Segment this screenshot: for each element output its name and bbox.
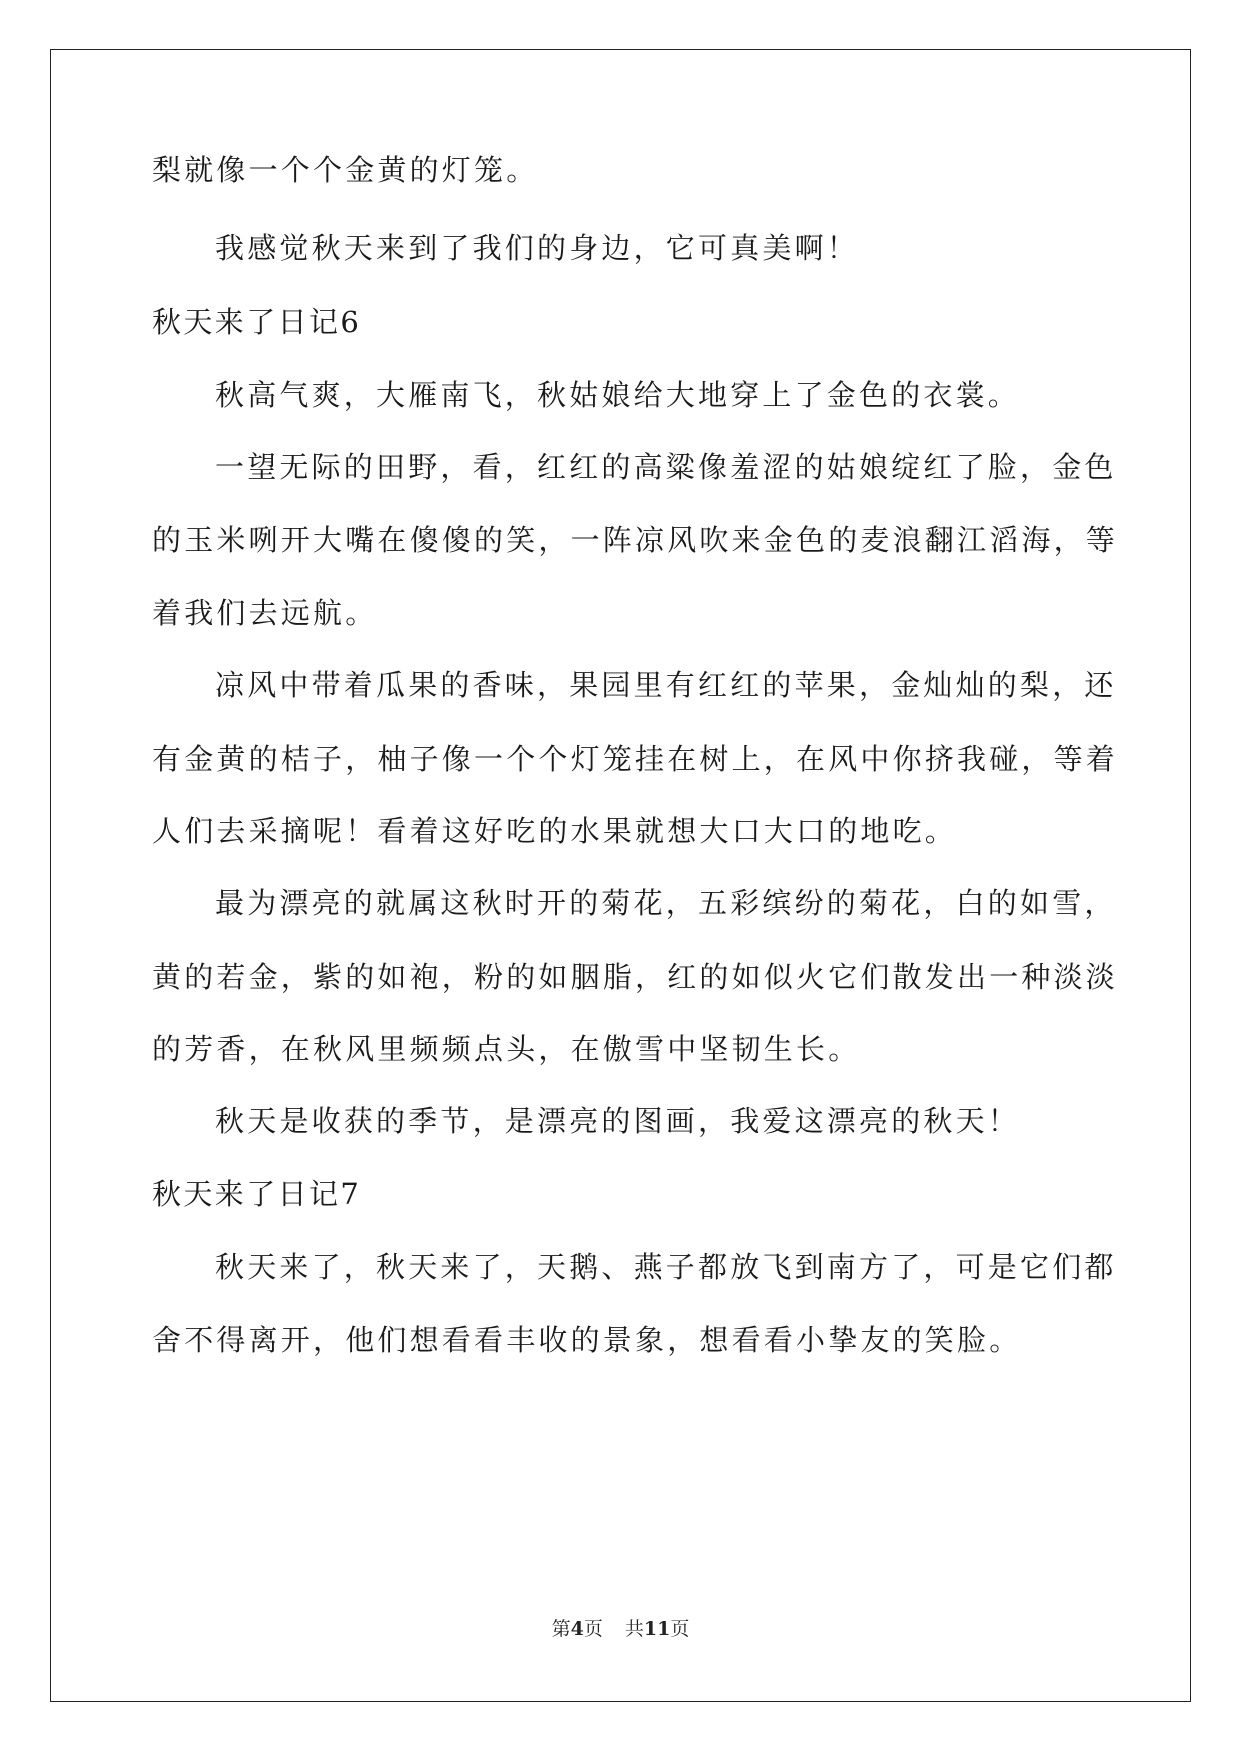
paragraph-line: 最为漂亮的就属这秋时开的菊花，五彩缤纷的菊花，白的如雪，	[215, 886, 1117, 920]
paragraph-line: 秋高气爽，大雁南飞，秋姑娘给大地穿上了金色的衣裳。	[215, 378, 1021, 412]
paragraph-line: 一望无际的田野，看，红红的高粱像羞涩的姑娘绽红了脸，金色	[215, 450, 1117, 484]
section-heading: 秋天来了日记7	[152, 1177, 362, 1211]
paragraph-line: 着我们去远航。	[152, 596, 378, 630]
paragraph-line: 舍不得离开，他们想看看丰收的景象，想看看小挚友的笑脸。	[152, 1323, 1022, 1357]
paragraph-line: 秋天是收获的季节，是漂亮的图画，我爱这漂亮的秋天！	[215, 1104, 1021, 1138]
footer-total-suffix: 页	[670, 1618, 690, 1640]
paragraph-line: 黄的若金，紫的如袍，粉的如胭脂，红的如似火它们散发出一种淡淡	[152, 960, 1119, 994]
paragraph-line: 有金黄的桔子，柚子像一个个灯笼挂在树上，在风中你挤我碰，等着	[152, 742, 1119, 776]
paragraph-line: 的芳香，在秋风里频频点头，在傲雪中坚韧生长。	[152, 1032, 861, 1066]
paragraph-line: 秋天来了，秋天来了，天鹅、燕子都放飞到南方了，可是它们都	[215, 1250, 1117, 1284]
section-heading: 秋天来了日记6	[152, 305, 362, 339]
page-footer	[0, 1617, 1241, 1641]
footer-page-suffix: 页	[583, 1618, 603, 1640]
paragraph-line: 凉风中带着瓜果的香味，果园里有红红的苹果，金灿灿的梨，还	[215, 668, 1117, 702]
footer-prefix: 第	[551, 1618, 571, 1640]
paragraph-line: 人们去采摘呢！看着这好吃的水果就想大口大口的地吃。	[152, 814, 958, 848]
page-border	[50, 49, 1191, 1702]
footer-total-prefix: 共	[624, 1618, 644, 1640]
paragraph-line: 的玉米咧开大嘴在傻傻的笑，一阵凉风吹来金色的麦浪翻江滔海，等	[152, 523, 1119, 557]
paragraph-line: 梨就像一个个金黄的灯笼。	[152, 153, 539, 187]
paragraph-line: 我感觉秋天来到了我们的身边，它可真美啊！	[215, 231, 860, 265]
page-number: 4	[570, 1618, 584, 1640]
total-pages: 11	[643, 1618, 671, 1640]
